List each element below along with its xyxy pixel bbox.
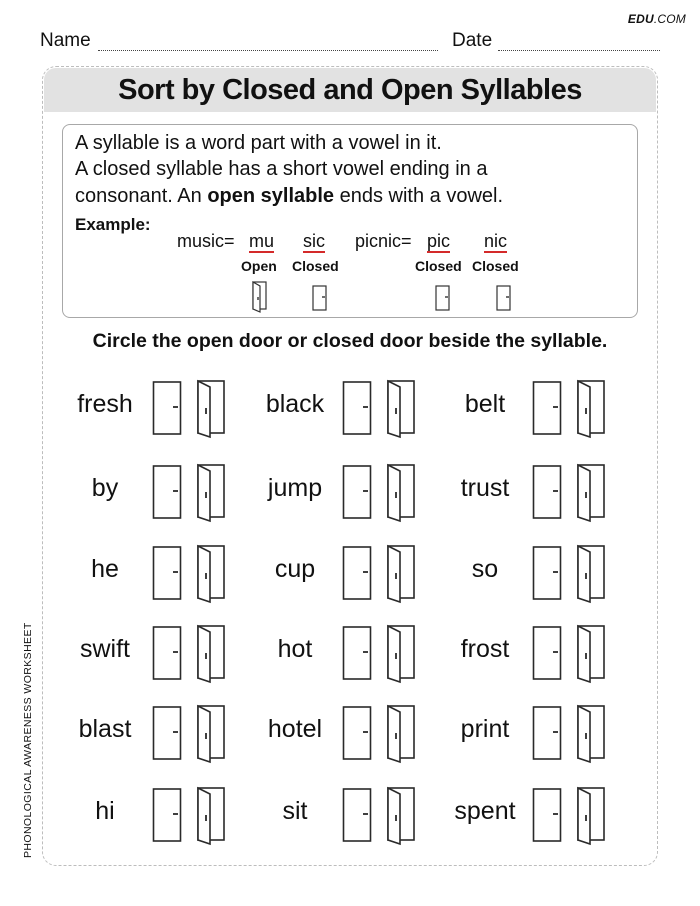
syllable-item xyxy=(60,623,250,683)
closed-door-icon[interactable] xyxy=(152,704,184,762)
closed-door-icon[interactable] xyxy=(532,379,564,437)
syllable-word: cup xyxy=(274,555,316,583)
closed-door-icon[interactable] xyxy=(342,624,374,682)
syllable-item xyxy=(60,378,250,438)
open-door-icon[interactable] xyxy=(574,703,606,763)
syllable-word: jump xyxy=(267,474,323,502)
syllable-word: hot xyxy=(277,635,313,663)
open-door-icon[interactable] xyxy=(574,785,606,845)
name-date-row xyxy=(40,30,660,54)
open-door-icon[interactable] xyxy=(194,703,226,763)
syllable-word: by xyxy=(91,474,119,502)
closed-door-icon[interactable] xyxy=(342,786,374,844)
syllable-item xyxy=(250,543,440,603)
example-word-music: music= xyxy=(177,231,235,251)
syllable-word: swift xyxy=(80,635,130,663)
syllable-word: sit xyxy=(282,797,308,825)
open-door-icon[interactable] xyxy=(384,703,416,763)
definition-line-3: consonant. An open syllable ends with a vowel. xyxy=(75,185,504,207)
closed-door-icon[interactable] xyxy=(152,624,184,682)
syllable-item xyxy=(60,785,250,845)
edu-com-logo: EDU.COM xyxy=(627,12,686,26)
syllable-item xyxy=(440,623,630,683)
closed-door-icon[interactable] xyxy=(532,624,564,682)
syllable-word: spent xyxy=(454,797,516,825)
syllable-word: fresh xyxy=(77,390,133,418)
example-word-picnic: picnic= xyxy=(355,231,412,251)
closed-door-icon[interactable] xyxy=(152,786,184,844)
syllable-item xyxy=(440,462,630,522)
syllable-item xyxy=(250,785,440,845)
syllable-type-label: Closed xyxy=(415,258,462,274)
open-door-icon[interactable] xyxy=(194,462,226,522)
closed-door-icon[interactable] xyxy=(152,379,184,437)
syllable-item xyxy=(60,703,250,763)
syllable-item xyxy=(60,543,250,603)
syllable-type-label: Open xyxy=(241,258,277,274)
definition-line-2: A closed syllable has a short vowel ending in a xyxy=(75,158,488,180)
open-door-icon[interactable] xyxy=(574,462,606,522)
worksheet-category-label: PHONOLOGICAL AWARENESS WORKSHEET xyxy=(22,622,34,858)
instruction: Circle the open door or closed door beside the syllable. xyxy=(92,330,608,352)
syllable-word: blast xyxy=(78,715,132,743)
open-door-icon[interactable] xyxy=(384,462,416,522)
date-field[interactable] xyxy=(498,50,660,51)
definition-line-1: A syllable is a word part with a vowel in it. xyxy=(75,132,442,154)
closed-door-icon[interactable] xyxy=(532,544,564,602)
definition-box xyxy=(62,124,638,318)
closed-door-icon xyxy=(435,285,451,311)
open-door-icon xyxy=(252,281,268,311)
syllable-item xyxy=(250,703,440,763)
closed-door-icon xyxy=(312,285,328,311)
syllable-word: hi xyxy=(95,797,115,825)
name-field[interactable] xyxy=(98,50,438,51)
open-door-icon[interactable] xyxy=(194,378,226,438)
syllable-word: belt xyxy=(464,390,506,418)
date-label: Date xyxy=(452,30,493,51)
page-title: Sort by Closed and Open Syllables xyxy=(118,74,582,106)
open-door-icon[interactable] xyxy=(194,543,226,603)
closed-door-icon[interactable] xyxy=(152,544,184,602)
syllable-item xyxy=(60,462,250,522)
syllable-item xyxy=(440,378,630,438)
syllable-word: frost xyxy=(460,635,510,663)
syllable-word: black xyxy=(265,390,325,418)
closed-door-icon[interactable] xyxy=(532,704,564,762)
syllable-word: so xyxy=(471,555,499,583)
syllable-word: print xyxy=(460,715,510,743)
closed-door-icon xyxy=(496,285,512,311)
example-label: Example: xyxy=(75,215,151,234)
syllable-item xyxy=(250,623,440,683)
closed-door-icon[interactable] xyxy=(532,786,564,844)
open-door-icon[interactable] xyxy=(574,378,606,438)
example-syllable: nic xyxy=(484,231,508,251)
syllable-word: hotel xyxy=(267,715,323,743)
closed-door-icon[interactable] xyxy=(342,379,374,437)
open-door-icon[interactable] xyxy=(384,378,416,438)
closed-door-icon[interactable] xyxy=(342,704,374,762)
open-door-icon[interactable] xyxy=(574,543,606,603)
syllable-word: he xyxy=(91,555,119,583)
closed-door-icon[interactable] xyxy=(342,544,374,602)
open-door-icon[interactable] xyxy=(194,623,226,683)
syllable-item xyxy=(250,378,440,438)
closed-door-icon[interactable] xyxy=(342,463,374,521)
syllable-item xyxy=(440,703,630,763)
open-door-icon[interactable] xyxy=(574,623,606,683)
example-syllable: sic xyxy=(303,231,325,251)
example-syllable: pic xyxy=(427,231,451,251)
open-door-icon[interactable] xyxy=(384,543,416,603)
open-door-icon[interactable] xyxy=(384,623,416,683)
open-syllable-term: open syllable xyxy=(207,185,335,207)
syllable-word: trust xyxy=(460,474,510,502)
open-door-icon[interactable] xyxy=(384,785,416,845)
syllable-type-label: Closed xyxy=(292,258,339,274)
syllable-item xyxy=(250,462,440,522)
open-door-icon[interactable] xyxy=(194,785,226,845)
example-syllable: mu xyxy=(249,231,275,251)
syllable-item xyxy=(440,543,630,603)
syllable-item xyxy=(440,785,630,845)
closed-door-icon[interactable] xyxy=(532,463,564,521)
closed-door-icon[interactable] xyxy=(152,463,184,521)
syllable-type-label: Closed xyxy=(472,258,519,274)
name-label: Name xyxy=(40,30,91,51)
